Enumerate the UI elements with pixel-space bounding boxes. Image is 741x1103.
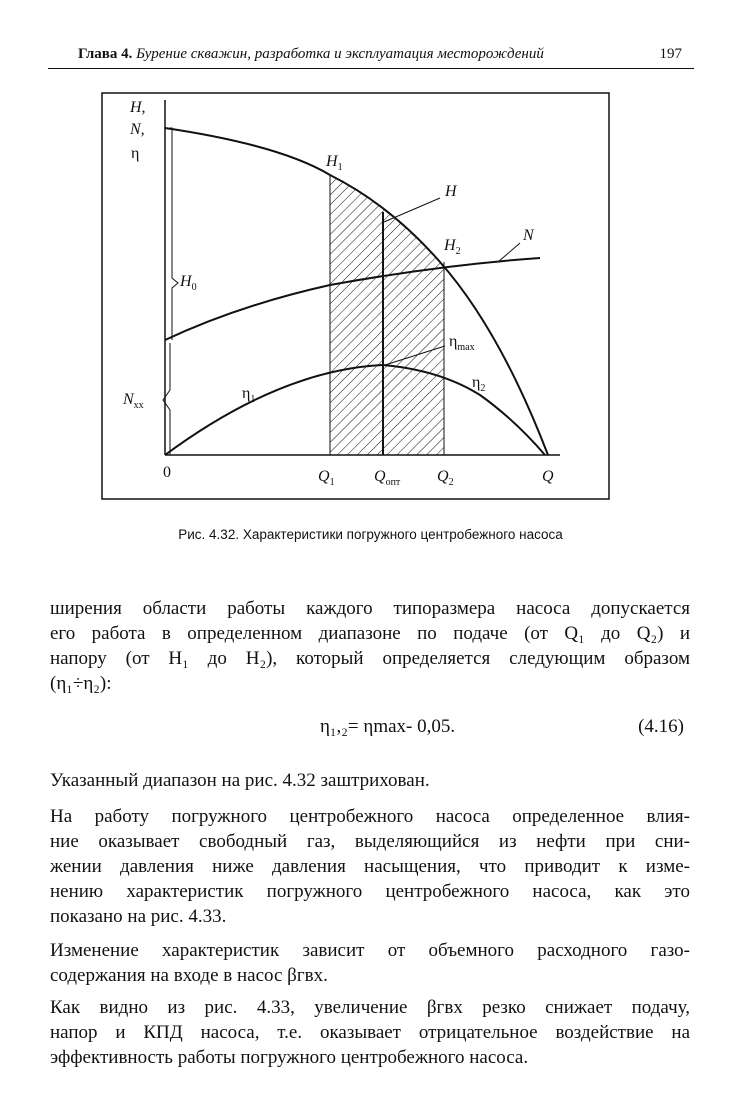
label-origin: 0 [163,464,171,481]
text-line: Как видно из рис. 4.33, увеличение βгвх резко снижает подачу, [50,997,690,1018]
equation-number: (4.16) [638,716,684,737]
text-line: жении давления ниже давления насыщения, что приводит к изме- [50,856,690,877]
text-line: ние оказывает свободный газ, выделяющийся из нефти при сни- [50,831,690,852]
text-line: ширения области работы каждого типоразмера насоса допускается [50,598,690,619]
text-line: Изменение характеристик зависит от объемного расходного газо- [50,940,690,961]
label-Q1: $Q_1$ [318,468,335,488]
label-H1: $H_1$ [326,153,343,173]
page-number: 197 [659,46,682,62]
h0-brace [170,128,178,340]
label-Q: Q [542,468,554,485]
label-Nxx: $N_{хх}$ [123,391,144,411]
paragraph-5 [50,995,690,1070]
label-H2: $H_2$ [444,237,461,257]
label-H: H [445,183,457,200]
text-line: эффективность работы погружного центробежного насоса. [50,1047,529,1068]
text-line: На работу погружного центробежного насоса определенное влия- [50,806,690,827]
y-label-N: N, [130,121,145,138]
text-line: нению характеристик погружного центробежного насоса, как это [50,881,690,902]
y-label-eta: η [131,145,140,162]
label-H0: $H_0$ [180,273,197,293]
y-label-H: H, [130,99,146,116]
label-eta-max: $\eta_{max}$ [449,333,475,353]
text-line: Указанный диапазон на рис. 4.32 заштрихован. [50,770,430,791]
text-line: напор и КПД насоса, т.е. оказывает отрицательное воздействие на [50,1022,690,1043]
label-Qopt: $Q_{опт}$ [374,468,401,488]
label-Q2: $Q_2$ [437,468,454,488]
label-eta2: $\eta_2$ [472,374,486,394]
equation-expression: η₁,₂= ηmax- 0,05. [320,716,456,737]
equation-4-16 [50,716,690,744]
leader-H [384,198,440,222]
paragraph-1 [50,596,690,696]
text-line: (η₁÷η₂): [50,673,112,694]
text-line: его работа в определенном диапазоне по подаче (от Q₁ до Q₂) и [50,623,690,644]
operating-range-hatch [330,100,444,455]
chapter-title: Бурение скважин, разработка и эксплуатация месторождений [136,46,544,62]
pump-characteristics-figure [0,0,741,520]
label-N: N [523,227,534,244]
paragraph-3 [50,804,690,929]
text-line: содержания на входе в насос βгвх. [50,965,328,986]
figure-caption: Рис. 4.32. Характеристики погружного центробежного насоса [178,527,563,542]
nxx-brace [163,343,170,455]
label-eta1: $\eta_1$ [242,385,256,405]
text-line: напору (от H₁ до H₂), который определяется следующим образом [50,648,690,669]
paragraph-2 [50,768,690,793]
chapter-label: Глава 4. [78,46,133,62]
text-line: показано на рис. 4.33. [50,906,227,927]
paragraph-4 [50,938,690,988]
